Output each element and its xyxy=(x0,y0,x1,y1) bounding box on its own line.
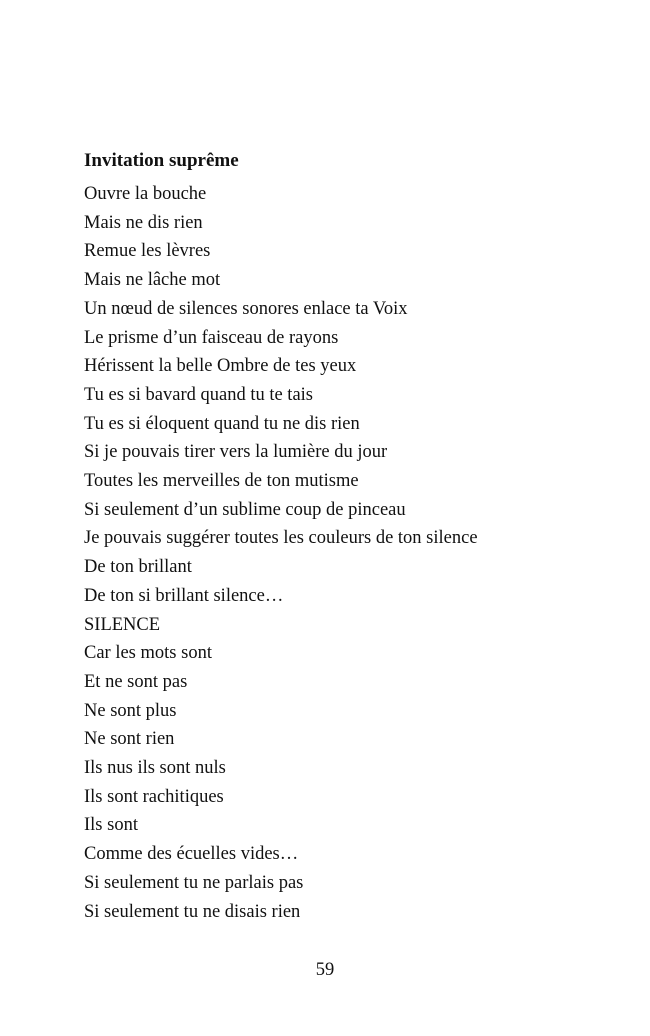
poem-line: Car les mots sont xyxy=(84,643,212,664)
poem-line: Si seulement d’un sublime coup de pinceau xyxy=(84,499,406,520)
page-number: 59 xyxy=(315,960,335,980)
poem-line: Ne sont rien xyxy=(84,729,175,750)
poem-line: Ne sont plus xyxy=(84,700,177,721)
poem-line: Ouvre la bouche xyxy=(84,184,207,204)
poem-line: Comme des écuelles vides… xyxy=(84,844,299,865)
poem-line: Mais ne lâche mot xyxy=(84,270,221,291)
poem-line: Ils sont rachitiques xyxy=(84,786,224,807)
poem-line: Ils sont xyxy=(84,815,138,836)
poem-line: Si je pouvais tirer vers la lumière du jour xyxy=(84,442,388,463)
poem-line: SILENCE xyxy=(84,614,161,635)
poem-line: Ils nus ils sont nuls xyxy=(84,758,226,779)
poem-line: De ton si brillant silence… xyxy=(84,585,284,606)
poem-body xyxy=(84,180,478,926)
poem-line: Tu es si éloquent quand tu ne dis rien xyxy=(84,413,360,434)
poem-line: Si seulement tu ne parlais pas xyxy=(84,872,304,893)
poem-line: Si seulement tu ne disais rien xyxy=(84,901,301,922)
poem-line: Le prisme d’un faisceau de rayons xyxy=(84,327,339,348)
poem-line: Hérissent la belle Ombre de tes yeux xyxy=(84,356,357,377)
poem-title: Invitation suprême xyxy=(84,150,239,171)
poem-line: De ton brillant xyxy=(84,557,192,578)
poem-line: Remue les lèvres xyxy=(84,241,211,262)
poem-line: Un nœud de silences sonores enlace ta Voix xyxy=(84,298,408,319)
poem-line: Je pouvais suggérer toutes les couleurs de ton silence xyxy=(84,528,478,549)
poem-line: Tu es si bavard quand tu te tais xyxy=(84,384,314,405)
poem-line: Toutes les merveilles de ton mutisme xyxy=(84,471,359,492)
poem-line: Et ne sont pas xyxy=(84,671,188,692)
poem-line: Mais ne dis rien xyxy=(84,212,203,233)
